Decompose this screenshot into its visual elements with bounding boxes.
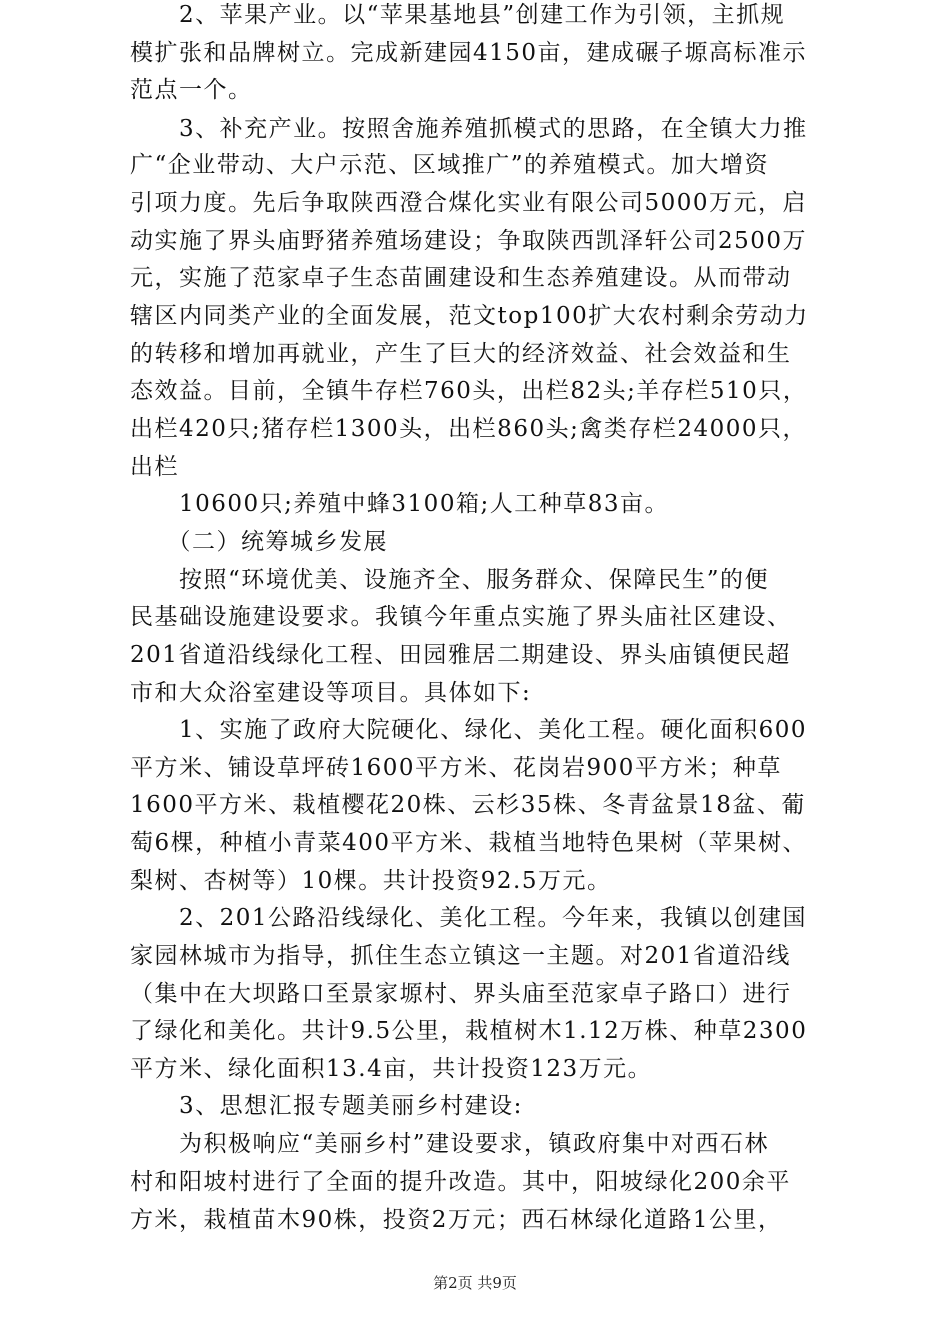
text-line: 态效益。目前，全镇牛存栏760头，出栏82头;羊存栏510只，: [130, 378, 808, 404]
text-line: （集中在大坝路口至景家塬村、界头庙至范家卓子路口）进行: [130, 981, 792, 1007]
text-line: 的转移和增加再就业，产生了巨大的经济效益、社会效益和生: [130, 341, 792, 367]
text-line: 模扩张和品牌树立。完成新建园4150亩，建成碾子塬高标准示: [130, 40, 808, 66]
text-line: 按照“环境优美、设施齐全、服务群众、保障民生”的便: [130, 567, 770, 593]
text-line: 3、思想汇报专题美丽乡村建设:: [130, 1093, 523, 1119]
text-line: 3、补充产业。按照舍施养殖抓模式的思路，在全镇大力推: [130, 116, 808, 142]
text-line: 2、苹果产业。以“苹果基地县”创建工作为引领，主抓规: [130, 2, 786, 28]
text-line: （二）统筹城乡发展: [130, 529, 388, 555]
text-line: 平方米、铺设草坪砖1600平方米、花岗岩900平方米；种草: [130, 755, 782, 781]
text-line: 1600平方米、栽植樱花20株、云杉35株、冬青盆景18盆、葡: [130, 792, 806, 818]
text-line: 动实施了界头庙野猪养殖场建设；争取陕西凯泽轩公司2500万: [130, 228, 808, 254]
text-line: 了绿化和美化。共计9.5公里，栽植树木1.12万株、种草2300: [130, 1018, 808, 1044]
text-line: 出栏: [130, 454, 179, 480]
text-line: 方米，栽植苗木90株，投资2万元；西石林绿化道路1公里，: [130, 1207, 783, 1233]
text-line: 村和阳坡村进行了全面的提升改造。其中，阳坡绿化200余平: [130, 1169, 791, 1195]
text-line: 广“企业带动、大户示范、区域推广”的养殖模式。加大增资: [130, 152, 770, 178]
text-line: 范点一个。: [130, 77, 253, 103]
text-line: 梨树、杏树等）10棵。共计投资92.5万元。: [130, 868, 612, 894]
text-line: 辖区内同类产业的全面发展，范文top100扩大农村剩余劳动力: [130, 303, 809, 329]
page-footer: 第2页 共9页: [433, 1274, 517, 1292]
text-line: 出栏420只;猪存栏1300头，出栏860头;禽类存栏24000只，: [130, 416, 807, 442]
text-line: 为积极响应“美丽乡村”建设要求，镇政府集中对西石林: [130, 1131, 770, 1157]
text-line: 201省道沿线绿化工程、田园雅居二期建设、界头庙镇便民超: [130, 642, 791, 668]
text-line: 2、201公路沿线绿化、美化工程。今年来，我镇以创建国: [130, 905, 808, 931]
text-line: 引项力度。先后争取陕西澄合煤化实业有限公司5000万元，启: [130, 190, 808, 216]
text-line: 家园林城市为指导，抓住生态立镇这一主题。对201省道沿线: [130, 943, 791, 969]
text-line: 萄6棵，种植小青菜400平方米、栽植当地特色果树（苹果树、: [130, 830, 808, 856]
text-line: 10600只;养殖中蜂3100箱;人工种草83亩。: [130, 491, 669, 517]
text-line: 1、实施了政府大院硬化、绿化、美化工程。硬化面积600: [130, 717, 808, 743]
text-line: 民基础设施建设要求。我镇今年重点实施了界头庙社区建设、: [130, 604, 792, 630]
text-line: 市和大众浴室建设等项目。具体如下:: [130, 680, 532, 706]
text-line: 元，实施了范家卓子生态苗圃建设和生态养殖建设。从而带动: [130, 265, 792, 291]
text-line: 平方米、绿化面积13.4亩，共计投资123万元。: [130, 1056, 653, 1082]
